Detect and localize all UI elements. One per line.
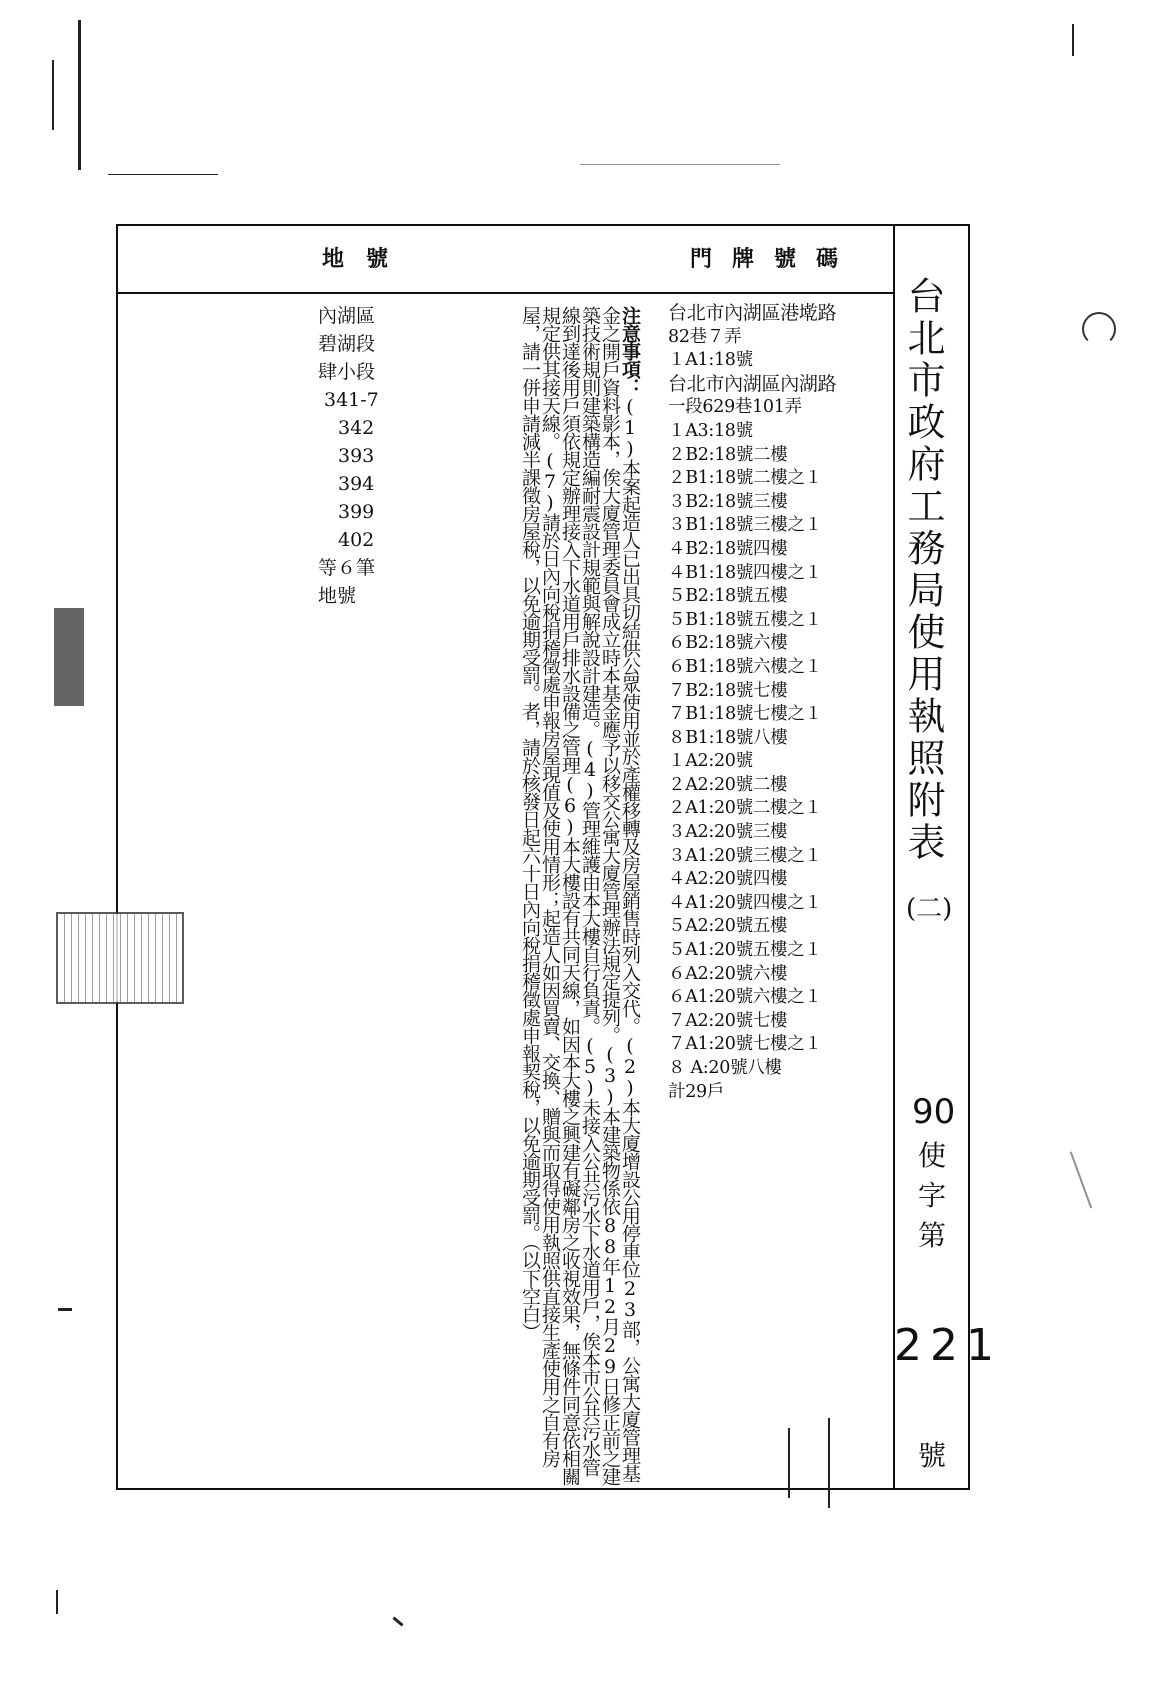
door-item: ８B1:18號八樓 — [668, 727, 788, 748]
document-subtitle: (二) — [906, 894, 953, 924]
lot-item: 342 — [338, 417, 375, 439]
scan-mark — [580, 164, 780, 165]
door-item: ７B1:18號七樓之１ — [668, 704, 822, 725]
stamp-mark — [56, 912, 184, 1004]
scan-mark — [58, 1308, 72, 1311]
door-item: ５B1:18號五樓之１ — [668, 609, 822, 630]
door-item: ４A2:20號四樓 — [668, 869, 788, 890]
lot-item: 等６筆 — [318, 557, 376, 579]
lot-item: 地號 — [318, 585, 357, 607]
door-item: １A1:18號 — [668, 350, 753, 371]
door-item: ４A1:20號四樓之１ — [668, 892, 822, 913]
door-item: ５A2:20號五樓 — [668, 916, 788, 937]
lot-header: 地號 — [322, 246, 411, 272]
lot-item: 399 — [338, 501, 375, 523]
door-item: ６B2:18號六樓 — [668, 633, 788, 654]
door-item: ４B1:18號四樓之１ — [668, 562, 822, 583]
door-item: ７B2:18號七樓 — [668, 680, 788, 701]
door-item: ６B1:18號六樓之１ — [668, 656, 822, 677]
license-char-zi: 字 — [918, 1179, 947, 1212]
year-number: 90 — [912, 1092, 956, 1132]
scan-mark — [1072, 24, 1074, 56]
document-title: 台北市政府工務局使用執照附表 — [901, 276, 945, 864]
scan-mark — [56, 1590, 58, 1614]
header-divider — [116, 292, 894, 294]
door-item: ２B1:18號二樓之１ — [668, 468, 822, 489]
license-number: 221 — [894, 1320, 1002, 1371]
door-item: ３B1:18號三樓之１ — [668, 515, 822, 536]
door-item: ３B2:18號三樓 — [668, 491, 788, 512]
door-item: ４B2:18號四樓 — [668, 538, 788, 559]
scan-mark — [78, 20, 81, 170]
door-item: ５B2:18號五樓 — [668, 586, 788, 607]
door-number-header: 門牌號碼 — [690, 246, 859, 272]
column-divider — [893, 224, 895, 1490]
door-item: ５A1:20號五樓之１ — [668, 940, 822, 961]
door-item: ６A2:20號六樓 — [668, 963, 788, 984]
lot-item: 碧湖段 — [318, 333, 376, 355]
door-item: １A2:20號 — [668, 751, 753, 772]
scan-mark — [1070, 1151, 1092, 1208]
lot-item: 402 — [338, 529, 375, 551]
corner-arc-mark — [1082, 312, 1116, 346]
lot-list — [318, 302, 428, 610]
door-address: 台北市內湖區港墘路 — [668, 302, 837, 324]
door-item: ７A1:20號七樓之１ — [668, 1034, 822, 1055]
notes-block — [440, 306, 640, 1486]
door-item: ３A2:20號三樓 — [668, 822, 788, 843]
scan-mark — [108, 174, 218, 175]
door-item: ３A1:20號三樓之１ — [668, 845, 822, 866]
lot-item: 內湖區 — [318, 305, 376, 327]
household-total: 計29戶 — [668, 1081, 725, 1102]
scan-mark — [52, 60, 54, 130]
lot-item: 393 — [338, 445, 375, 467]
license-suffix: 號 — [918, 1439, 947, 1472]
door-item: ８ A:20號八樓 — [668, 1058, 782, 1078]
door-item: 82巷７弄 — [668, 326, 742, 347]
door-item: ２A1:20號二樓之１ — [668, 798, 822, 819]
lot-item: 394 — [338, 473, 375, 495]
door-item: ２A2:20號二樓 — [668, 774, 788, 795]
notes-body: (1)本案起造人已出具切結供公眾使用並於產權移轉及房屋銷售時列入交代。(2)本大廈增設公用停車位23部，公寓大廈管理基金之開戶資料影本，俟大廈管理委員會成立時本基金應予以移交公寓大廈管理辦法規定提列。(3)本建築物係依88年12月29日修正前之建築技術規則建築構造編耐震設計規範與解說設計建造。(4)管理維護由本大樓自行負責。(5)未接入公共污水下水道用戶，俟本市公共污水管線到達後用戶須依規定辦理接入下水道用戶排水設備之管理(6)本大樓設有共同天線，如因本大樓之興建有礙鄰房之收視效果，無條件同意依相關規定供其接天線。(7)請於日內向稅捐稽徵處申報房屋現值及使用情形；起造人如因買賣、交換、贈與而取得使用執照供直接生產使用之自有房屋，請一併申請減半課徵房屋稅，以免逾期受罰。者，請於核發日起六十日內向稅捐稽徵處申報契稅，以免逾期受罰。（以下空白） — [519, 306, 641, 1485]
door-number-list — [668, 302, 893, 1104]
lot-item: 341-7 — [324, 389, 379, 411]
door-item: ２B2:18號二樓 — [668, 444, 788, 465]
notes-heading: 注意事項： — [619, 306, 641, 396]
door-item: 一段629巷101弄 — [668, 397, 802, 418]
door-item: １A3:18號 — [668, 420, 753, 441]
door-item: ７A2:20號七樓 — [668, 1010, 788, 1031]
lot-item: 肆小段 — [318, 361, 376, 383]
door-item: ６A1:20號六樓之１ — [668, 987, 822, 1008]
scan-mark — [788, 1428, 790, 1498]
license-char-di: 第 — [918, 1219, 947, 1252]
door-address: 台北市內湖區內湖路 — [668, 372, 837, 395]
scan-mark — [54, 608, 84, 706]
scan-mark — [392, 1616, 403, 1626]
license-char-shi: 使 — [918, 1139, 947, 1172]
scan-mark — [828, 1418, 830, 1508]
